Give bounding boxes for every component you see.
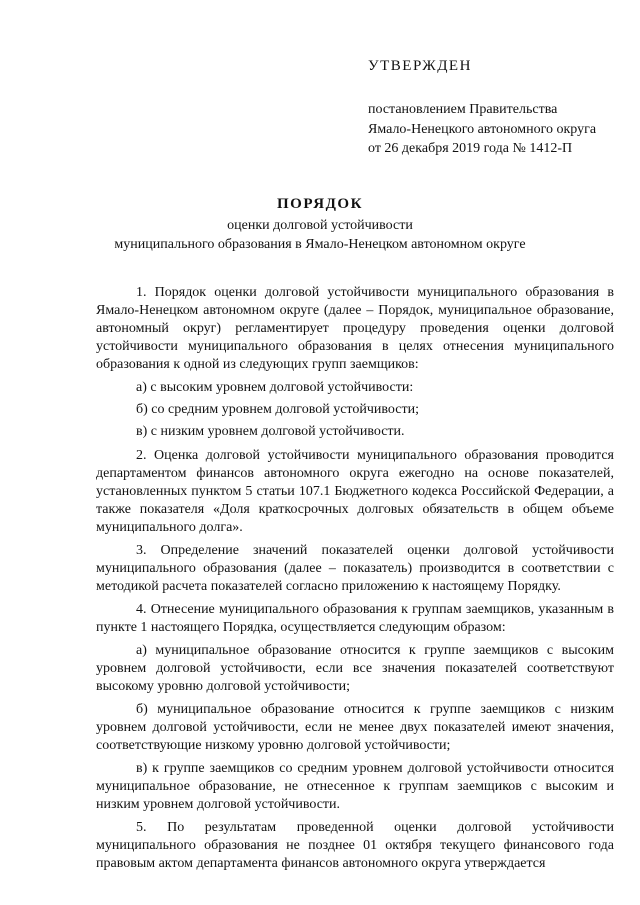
paragraph-3: 3. Определение значений показателей оценки долговой устойчивости муниципального образования (далее – показатель) производится в соответствии с методикой расчета показателей согласно приложению к настоящему Порядку. (96, 543, 614, 594)
approval-stamp (368, 58, 630, 159)
document-title-block (20, 192, 620, 254)
approval-line: постановлением Правительства (368, 102, 558, 117)
list-item-1a: а) с высоким уровнем долговой устойчивости: (136, 380, 414, 395)
approval-line: от 26 декабря 2019 года № 1412-П (368, 141, 573, 156)
paragraph-5: 5. По результатам проведенной оценки долговой устойчивости муниципального образования не позднее 01 октября текущего финансового года правовым актом департамента финансов автономного округа утверждается (96, 820, 614, 871)
document-body (96, 284, 614, 878)
paragraph-4: 4. Отнесение муниципального образования к группам заемщиков, указанным в пункте 1 настоящего Порядка, осуществляется следующим образом: (96, 602, 614, 635)
list-item-4b: б) муниципальное образование относится к группе заемщиков с низким уровнем долговой устойчивости, если не менее двух показателей имеют значения, соответствующие низкому уровню долговой устойчивости; (96, 702, 614, 753)
document-title: ПОРЯДОК (277, 196, 363, 212)
list-item-4a: а) муниципальное образование относится к группе заемщиков с высоким уровнем долговой устойчивости, если все значения показателей соответствуют высокому уровню долговой устойчивости; (96, 643, 614, 694)
document-subtitle-line: оценки долговой устойчивости (227, 218, 413, 233)
list-item-4c: в) к группе заемщиков со средним уровнем долговой устойчивости относится муниципальное образование, не отнесенное к группам заемщиков с высоким и низким уровнем долговой устойчивости. (96, 761, 614, 812)
list-item-1b: б) со средним уровнем долговой устойчивости; (136, 402, 419, 417)
document-subtitle-line: муниципального образования в Ямало-Ненецком автономном округе (114, 237, 526, 252)
paragraph-1: 1. Порядок оценки долговой устойчивости муниципального образования в Ямало-Ненецком автономном округе (далее – Порядок, муниципальное образование, автономный округ) регламентирует процедуру проведения оценки долговой устойчивости муниципального образования в целях отнесения муниципального образования к одной из следующих групп заемщиков: (96, 285, 614, 372)
paragraph-2: 2. Оценка долговой устойчивости муниципального образования проводится департаментом финансов автономного округа ежегодно на основе показателей, установленных пунктом 5 статьи 107.1 Бюджетного кодекса Российской Федерации, а также показателя «Доля краткосрочных долговых обязательств в общем объеме муниципального долга». (96, 448, 614, 535)
approval-line: Ямало-Ненецкого автономного округа (368, 121, 597, 137)
list-item-1c: в) с низким уровнем долговой устойчивости. (136, 424, 405, 439)
approval-heading: УТВЕРЖДЕН (368, 58, 472, 74)
